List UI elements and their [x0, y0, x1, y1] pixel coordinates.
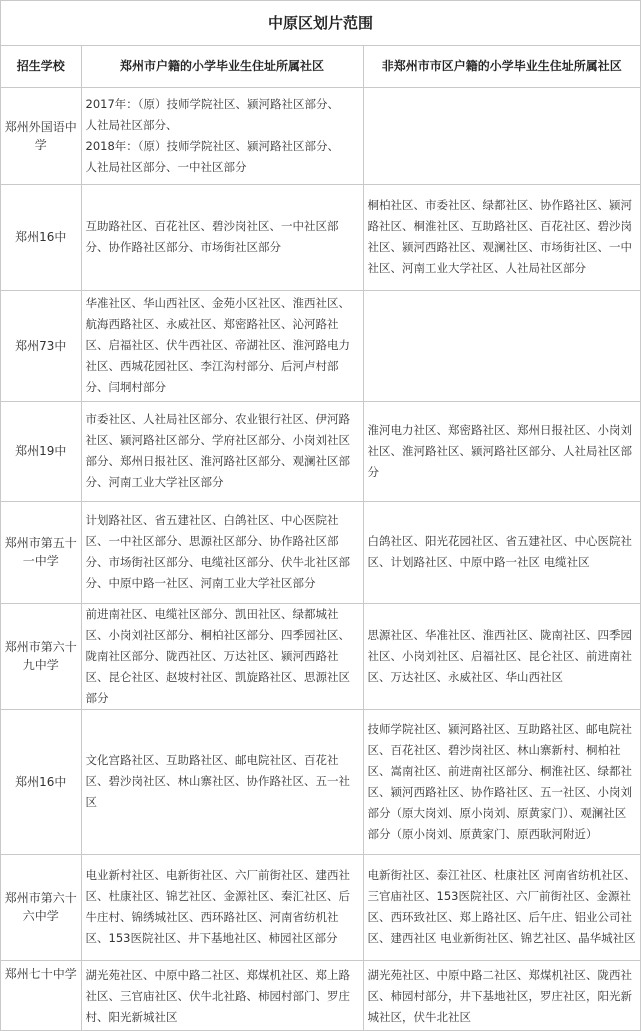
zz-communities: 前进南社区、电缆社区部分、凯田社区、绿都城社区、小岗刘社区部分、桐柏社区部分、四季园社区、陇南社区部分、陇西社区、万达社区、颍河西路社区、昆仑社区、赵坡村社区、凯旋路社区、思源社区部分 [81, 603, 363, 709]
header-non-zz-residents: 非郑州市市区户籍的小学毕业生住址所属社区 [363, 46, 640, 87]
zz-communities: 计划路社区、省五建社区、白鸽社区、中心医院社区、一中社区部分、思源社区部分、协作路社区部分、市场街社区部分、电缆社区部分、伏牛北社区部分、中原中路一社区、河南工业大学社区部分 [81, 501, 363, 603]
zz-communities: 互助路社区、百花社区、碧沙岗社区、一中社区部分、协作路社区部分、市场街社区部分 [81, 184, 363, 290]
enrollment-table [1, 46, 640, 1031]
zz-communities: 华准社区、华山西社区、金苑小区社区、淮西社区、航海西路社区、永威社区、郑密路社区、沁河路社区、启福社区、伏牛西社区、帝湖社区、淮河路电力社区、西城花园社区、李江沟村部分、后河卢村部分、闫垌村部分 [81, 290, 363, 401]
non-zz-communities [363, 290, 640, 401]
table-header-row [1, 46, 640, 87]
school-name: 郑州外国语中学 [1, 87, 81, 184]
school-name: 郑州市第六十九中学 [1, 603, 81, 709]
table-row [1, 501, 640, 603]
school-name: 郑州16中 [1, 709, 81, 854]
school-name: 郑州市第六十六中学 [1, 854, 81, 960]
zz-community-line: 2017年：（原）技师学院社区、颍河路社区部分、 [85, 96, 340, 111]
school-name: 郑州73中 [1, 290, 81, 401]
non-zz-communities: 湖光苑社区、中原中路二社区、郑煤机社区、陇西社区、柿园村部分，井下基地社区，罗庄社区，阳光新城社区，伏牛北社区 [363, 960, 640, 1031]
table-row [1, 603, 640, 709]
zz-communities: 电业新村社区、电新街社区、六厂前街社区、建西社区、杜康社区、锦艺社区、金源社区、秦汇社区、后牛庄村、锦绣城社区、西环路社区、河南省纺机社区、153医院社区、井下基地社区、柿园社区部分 [81, 854, 363, 960]
zz-communities: 湖光苑社区、中原中路二社区、郑煤机社区、郑上路社区、三官庙社区、伏牛北社路、柿园村部门、罗庄村、阳光新城社区 [81, 960, 363, 1031]
non-zz-communities: 电新街社区、泰江社区、杜康社区 河南省纺机社区、三官庙社区、153医院社区、六厂前街社区、金源社区、西环致社区、郑上路社区、后午庄、铝业公司社区、建西社区 电业新街社区、锦艺社区、晶华城社区 [363, 854, 640, 960]
zz-communities: 文化宫路社区、互助路社区、邮电院社区、百花社区、碧沙岗社区、林山寨社区、协作路社区、五一社区 [81, 709, 363, 854]
table-row [1, 401, 640, 501]
non-zz-communities [363, 87, 640, 184]
table-row [1, 184, 640, 290]
non-zz-communities: 淮河电力社区、郑密路社区、郑州日报社区、小岗刘社区、淮河路社区、颍河路社区部分、人社局社区部分 [363, 401, 640, 501]
table-row [1, 87, 640, 184]
zz-community-line: 人社局社区部分、一中社区部分 [85, 159, 247, 174]
table-row [1, 960, 640, 1031]
header-zz-residents: 郑州市户籍的小学毕业生住址所属社区 [81, 46, 363, 87]
school-name: 郑州七十中学 [1, 960, 81, 1031]
non-zz-communities: 技师学院社区、颍河路社区、互助路社区、邮电院社区、百花社区、碧沙岗社区、林山寨新村、桐柏社区、嵩南社区、前进南社区部分、桐淮社区、绿都社区、颍河西路社区、协作路社区、五一社区、小岗刘部分（原大岗刘、原小岗刘、原黄家门）、观澜社区部分（原小岗刘、原黄家门、原西耿河附近） [363, 709, 640, 854]
page-title: 中原区划片范围 [1, 1, 640, 46]
school-name: 郑州市第五十一中学 [1, 501, 81, 603]
school-name: 郑州19中 [1, 401, 81, 501]
non-zz-communities: 桐柏社区、市委社区、绿都社区、协作路社区、颍河路社区、桐淮社区、互助路社区、百花社区、碧沙岗社区、颍河西路社区、观澜社区、市场街社区、一中社区、河南工业大学社区、人社局社区部分 [363, 184, 640, 290]
non-zz-communities: 白鸽社区、阳光花园社区、省五建社区、中心医院社区、计划路社区、中原中路一社区 电缆社区 [363, 501, 640, 603]
non-zz-communities: 思源社区、华准社区、淮西社区、陇南社区、四季园社区、小岗刘社区、启福社区、昆仑社区、前进南社区、万达社区、永威社区、华山西社区 [363, 603, 640, 709]
school-name: 郑州16中 [1, 184, 81, 290]
table-row [1, 709, 640, 854]
table-row [1, 854, 640, 960]
header-school: 招生学校 [1, 46, 81, 87]
zz-communities [81, 87, 363, 184]
zz-communities: 市委社区、人社局社区部分、农业银行社区、伊河路社区、颍河路社区部分、学府社区部分、小岗刘社区部分、郑州日报社区、淮河路社区部分、观澜社区部分、河南工业大学社区部分 [81, 401, 363, 501]
zz-community-line: 人社局社区部分、 [85, 117, 178, 132]
table-row [1, 290, 640, 401]
zz-community-line: 2018年：（原）技师学院社区、颍河路社区部分、 [85, 138, 340, 153]
